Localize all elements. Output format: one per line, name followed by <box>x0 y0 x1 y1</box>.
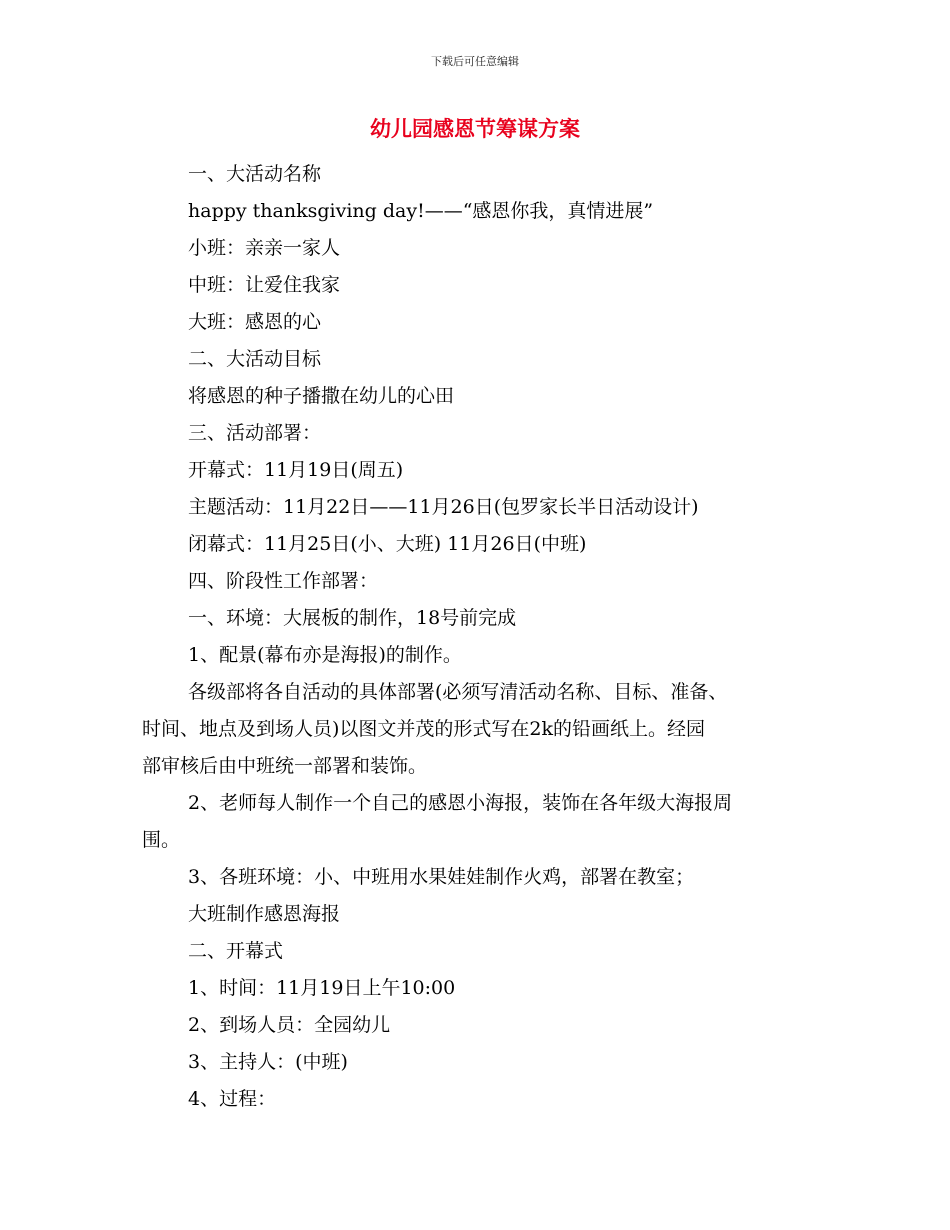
paragraph-line: 3、各班环境：小、中班用水果娃娃制作火鸡，部署在教室； <box>188 866 695 888</box>
paragraph-line: 3、主持人：(中班) <box>188 1051 348 1073</box>
paragraph-line: 围。 <box>142 829 181 851</box>
paragraph-line: 1、时间：11月19日上午10:00 <box>188 977 456 999</box>
paragraph-line: 一、环境：大展板的制作，18号前完成 <box>188 607 517 629</box>
paragraph-line: 开幕式：11月19日(周五) <box>188 459 404 481</box>
paragraph-line: 将感恩的种子播撒在幼儿的心田 <box>188 385 455 407</box>
paragraph-line: 1、配景(幕布亦是海报)的制作。 <box>188 644 462 666</box>
page-header-note: 下载后可任意编辑 <box>431 55 519 68</box>
paragraph-line: 部审核后由中班统一部署和装饰。 <box>142 755 428 777</box>
section-heading: 一、大活动名称 <box>188 163 322 185</box>
paragraph-line: 4、过程： <box>188 1088 277 1110</box>
paragraph-line: 小班：亲亲一家人 <box>188 237 341 259</box>
section-heading: 二、开幕式 <box>188 940 284 962</box>
paragraph-line: 主题活动：11月22日——11月26日(包罗家长半日活动设计) <box>188 496 699 518</box>
paragraph-line: 中班：让爱住我家 <box>188 274 341 296</box>
paragraph-line: 大班：感恩的心 <box>188 311 322 333</box>
paragraph-line: happy thanksgiving day!——“感恩你我，真情进展” <box>188 200 654 222</box>
section-heading: 三、活动部署： <box>188 422 322 444</box>
document-title: 幼儿园感恩节筹谋方案 <box>370 117 580 141</box>
section-heading: 二、大活动目标 <box>188 348 322 370</box>
paragraph-line: 时间、地点及到场人员)以图文并茂的形式写在2k的铅画纸上。经园 <box>142 718 706 740</box>
paragraph-line: 大班制作感恩海报 <box>188 903 341 925</box>
paragraph-line: 2、到场人员：全园幼儿 <box>188 1014 391 1036</box>
paragraph-line: 闭幕式：11月25日(小、大班) 11月26日(中班) <box>188 533 587 555</box>
paragraph-line: 2、老师每人制作一个自己的感恩小海报，装饰在各年级大海报周 <box>188 792 733 814</box>
section-heading: 四、阶段性工作部署： <box>188 570 379 592</box>
paragraph-line: 各级部将各自活动的具体部署(必须写清活动名称、目标、准备、 <box>188 681 728 703</box>
